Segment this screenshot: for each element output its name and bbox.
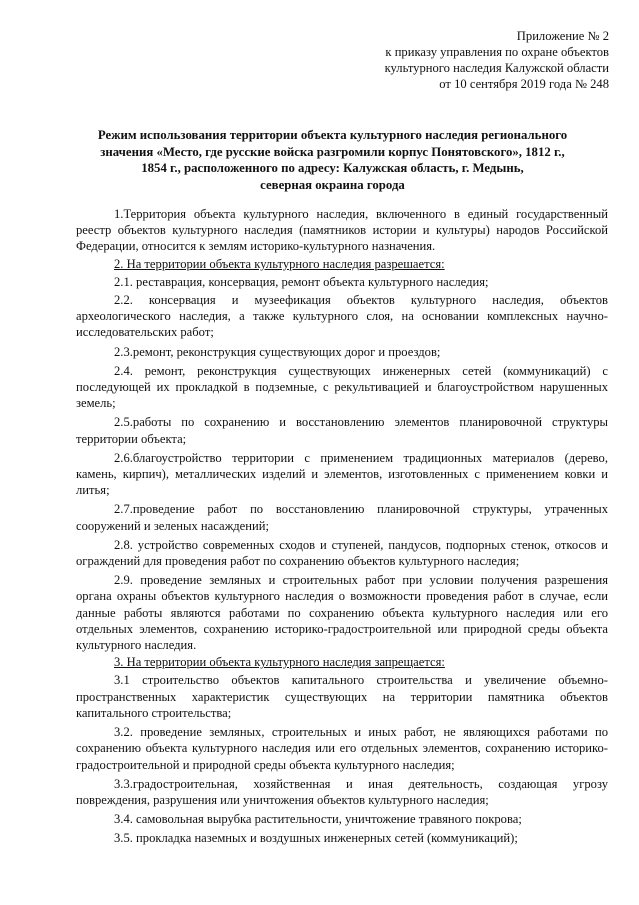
appendix-header: [279, 28, 609, 92]
item-2-6: 2.6.благоустройство территории с применением традиционных материалов (дерево, камень, кирпич), металлических изделий и элементов, изготовленных с применением ковки и литья;: [76, 450, 608, 498]
item-2-3: 2.3.ремонт, реконструкция существующих дорог и проездов;: [114, 344, 441, 359]
item-3-4: 3.4. самовольная вырубка растительности, уничтожение травяного покрова;: [114, 812, 522, 827]
item-2-8: 2.8. устройство современных сходов и ступеней, пандусов, подпорных стенок, откосов и ограждений для проведения работ по сохранению объектов культурного наследия;: [76, 537, 608, 569]
item-3-3: 3.3.градостроительная, хозяйственная и иная деятельность, создающая угрозу повреждения, разрушения или уничтожения объектов культурного наследия;: [76, 776, 608, 807]
document-body: [76, 206, 608, 847]
title-line-1: Режим использования территории объекта культурного наследия регионального: [97, 128, 568, 142]
item-3-1: 3.1 строительство объектов капитального строительства и увеличение объемно-пространственных характеристик существующих на территории памятника объектов капитального строительства;: [76, 673, 608, 720]
title-line-4: северная окраина города: [260, 177, 405, 192]
item-2-7: 2.7.проведение работ по восстановлению планировочной структуры, утраченных сооружений и зеленых насаждений;: [76, 502, 608, 533]
item-3-2: 3.2. проведение земляных, строительных и иных работ, не являющихся работами по сохранению объекта культурного наследия или его отдельных элементов, сохранению историко-градостроительной и природной среды объекта культурного наследия;: [76, 725, 608, 772]
item-2-2: 2.2. консервация и музеефикация объектов культурного наследия, объектов археологического наследия, а также культурного слоя, на основании комплексных научно-исследовательских работ;: [76, 293, 608, 340]
document-title: [60, 127, 605, 193]
title-line-2: значения «Место, где русские войска разгромили корпус Понятовского», 1812 г.,: [100, 144, 565, 159]
appendix-line-1: Приложение № 2: [516, 29, 609, 43]
item-2-9: 2.9. проведение земляных и строительных работ при условии получения разрешения органа охраны объектов культурного наследия о возможности проведения работ в случае, если данные работы являются работами по сохранению объекта культурного наследия или его отдельных элементов, сохранению историко-градостроительной или природной среды объекта культурного наследия.: [76, 573, 608, 653]
appendix-line-2: к приказу управления по охране объектов: [385, 45, 609, 59]
section-2-heading: 2. На территории объекта культурного наследия разрешается:: [114, 256, 445, 271]
item-3-5: 3.5. прокладка наземных и воздушных инженерных сетей (коммуникаций);: [114, 831, 518, 846]
item-2-4: 2.4. ремонт, реконструкция существующих инженерных сетей (коммуникаций) с последующей их прокладкой в подземные, с рекультивацией и благоустройством нарушенных земель;: [76, 363, 608, 411]
appendix-line-4: от 10 сентября 2019 года № 248: [439, 77, 609, 91]
appendix-line-3: культурного наследия Калужской области: [384, 61, 609, 75]
paragraph-1: 1.Территория объекта культурного наследия, включенного в единый государственный реестр объектов культурного наследия (памятников истории и культуры) народов Российской Федерации, относится к землям историко-культурного назначения.: [76, 207, 608, 254]
title-line-3: 1854 г., расположенного по адресу: Калужская область, г. Медынь,: [141, 161, 524, 175]
item-2-1: 2.1. реставрация, консервация, ремонт объекта культурного наследия;: [114, 274, 489, 289]
item-2-5: 2.5.работы по сохранению и восстановлению элементов планировочной структуры территории объекта;: [76, 415, 608, 446]
section-3-heading: 3. На территории объекта культурного наследия запрещается:: [114, 655, 445, 670]
